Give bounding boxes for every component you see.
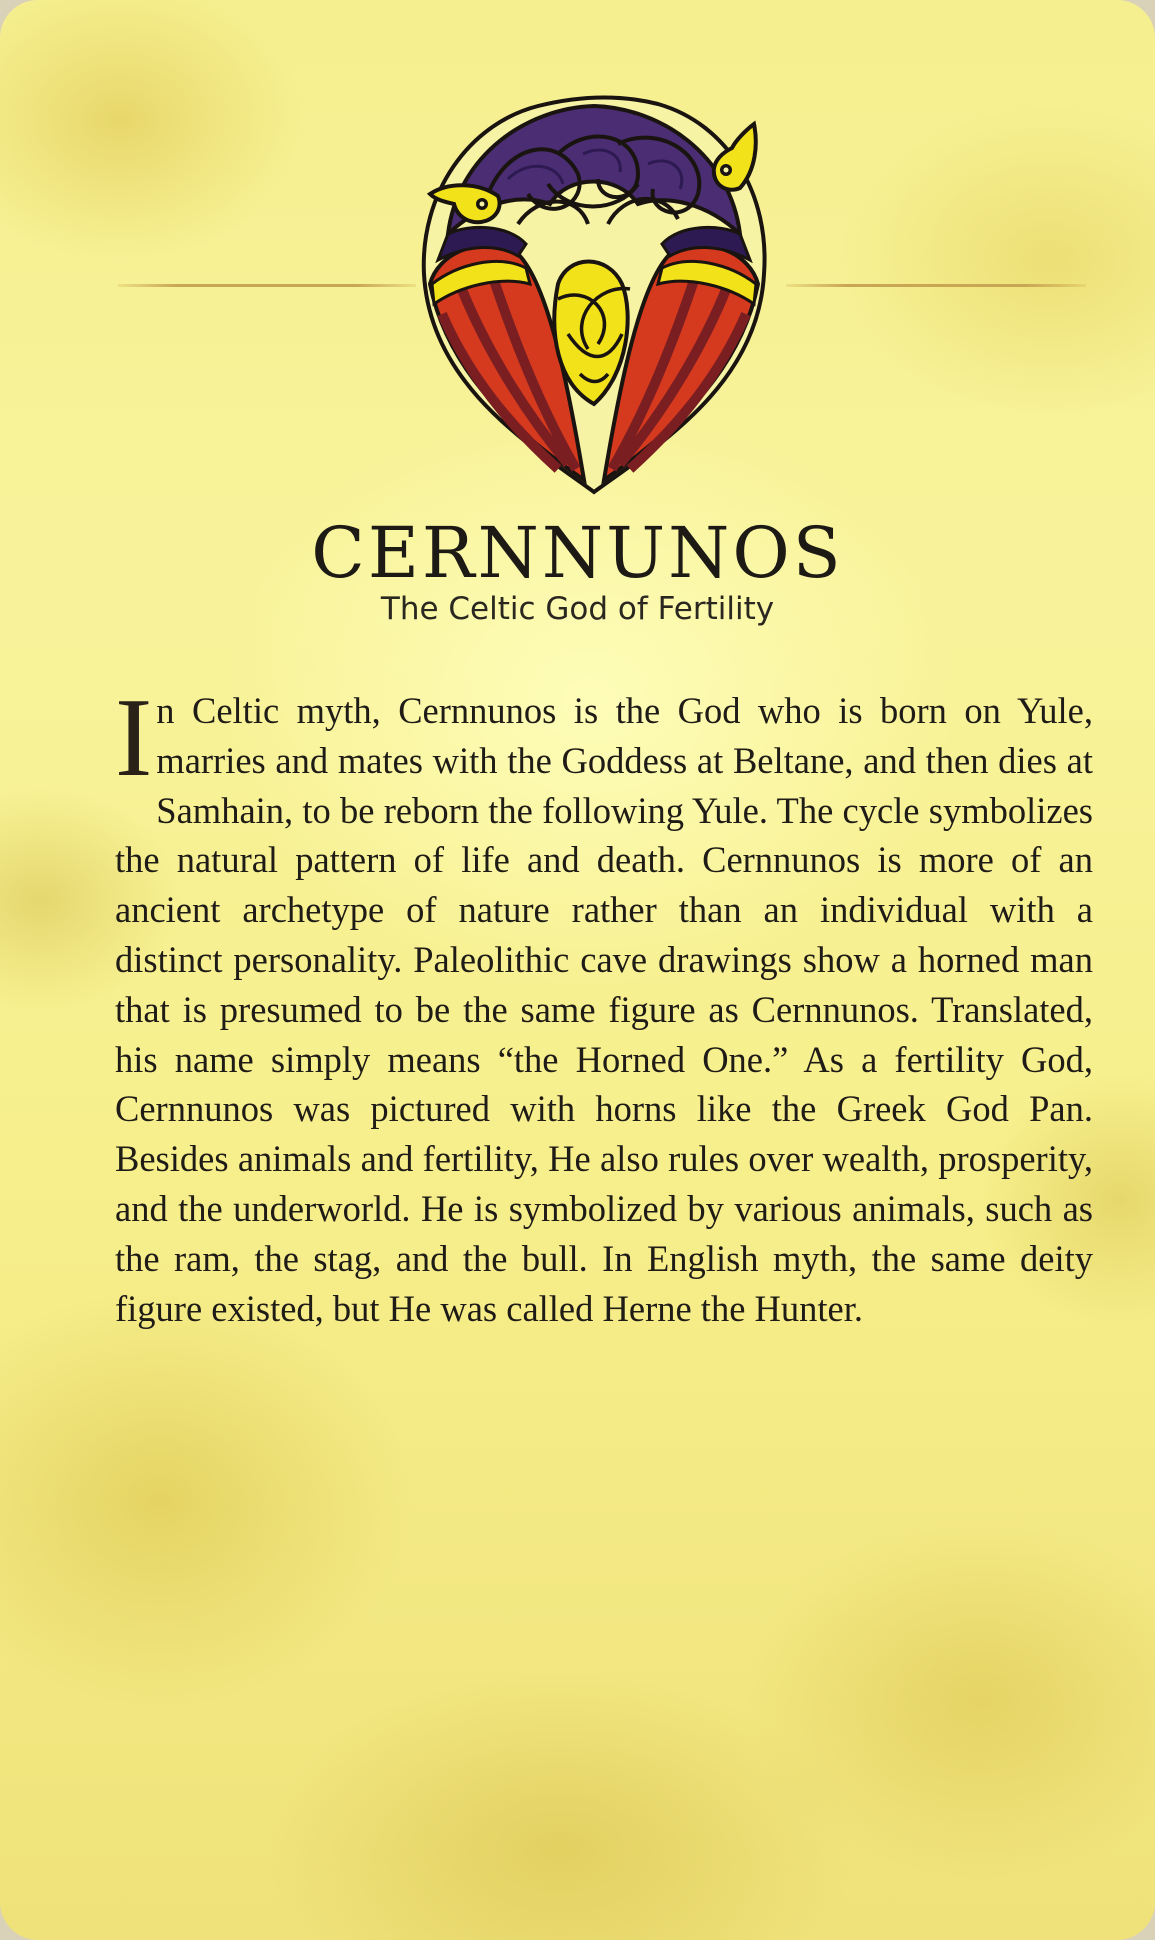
- card-title: CERNNUNOS: [311, 512, 844, 594]
- divider-left: [118, 284, 416, 287]
- card-subtitle: The Celtic God of Fertility: [380, 591, 775, 627]
- drop-cap: I: [115, 676, 153, 800]
- description-paragraph: [115, 676, 1093, 1333]
- description-text: n Celtic myth, Cernnunos is the God who is born on Yule, marries and mates with the Goddess at Beltane, and then dies at Samhain, to be reborn the following Yule. The cycle symbolizes the natural pattern of life and death. Cernnunos is more of an ancient archetype of nature rather than an individual with a distinct personality. Paleolithic cave drawings show a horned man that is presumed to be the same figure as Cernnunos. Translated, his name simply means “the Horned One.” As a fertility God, Cernnunos was pictured with horns like the Greek God Pan. Besides animals and fertility, He also rules over wealth, prosperity, and the underworld. He is symbolized by various animals, such as the ram, the stag, and the bull. In English myth, the same deity figure existed, but He was called Herne the Hunter.: [115, 690, 1093, 1329]
- celtic-knot-birds-icon: [408, 84, 780, 496]
- divider-right: [786, 284, 1086, 287]
